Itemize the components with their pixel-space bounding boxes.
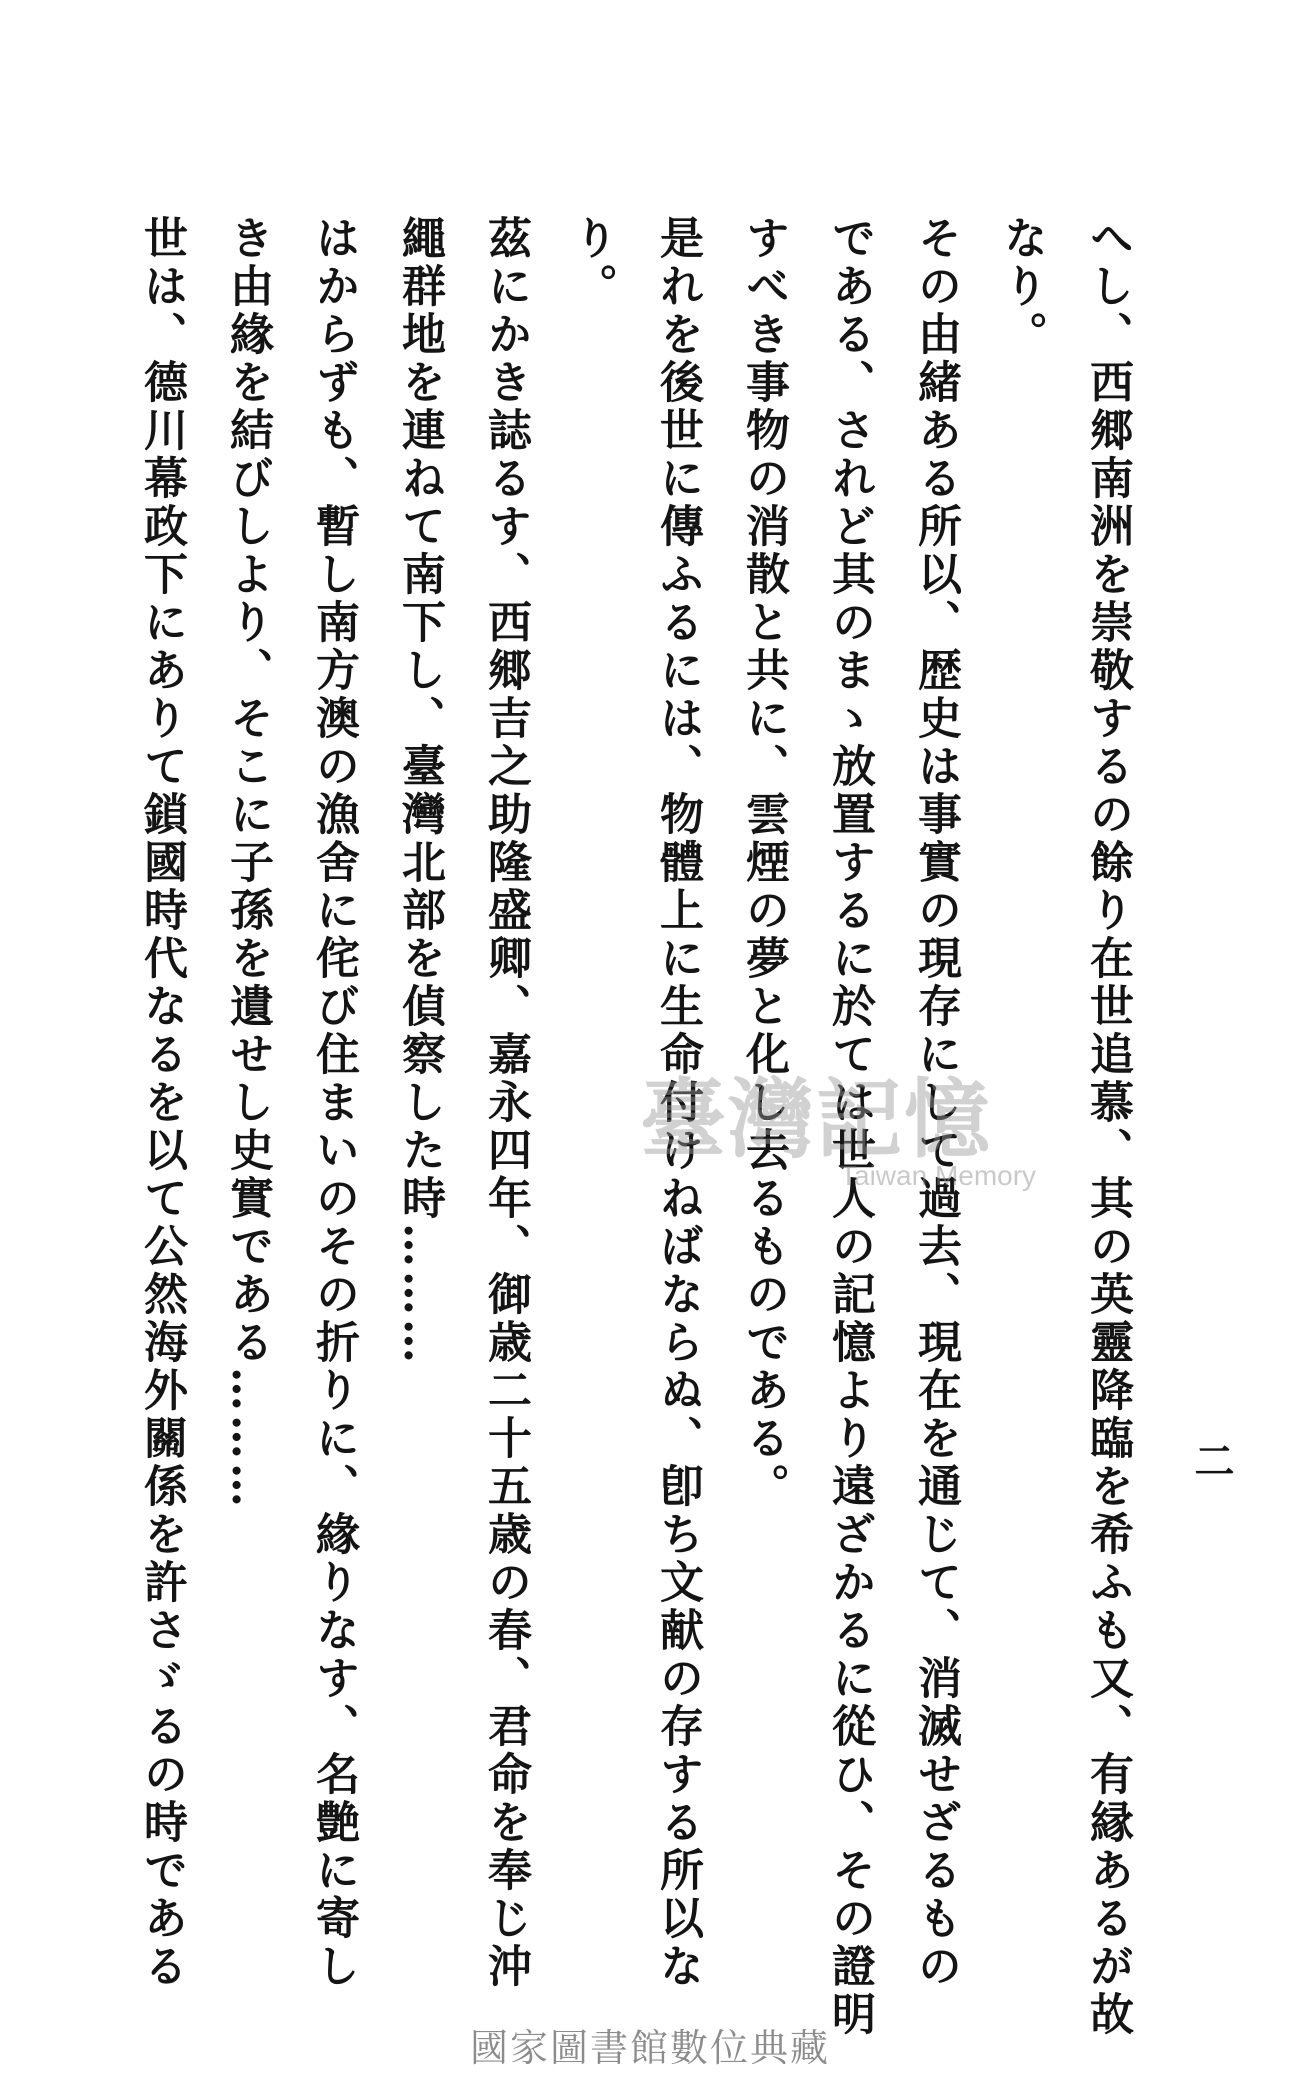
text-line: 茲にかき誌るす、西郷吉之助隆盛卿、嘉永四年、御歳二十五歳の春、君命を奉じ沖: [480, 215, 531, 1991]
text-line: である、されど其のまゝ放置するに於ては世人の記憶より遠ざかるに從ひ、その證明: [824, 215, 875, 2039]
page-number: 二: [1188, 1440, 1235, 1480]
text-line: 世は、德川幕政下にありて鎖國時代なるを以て公然海外關係を許さゞるの時である: [136, 215, 187, 1991]
text-line: り。: [566, 215, 617, 311]
text-line: へし、西郷南洲を崇敬するの餘り在世追慕、其の英靈降臨を希ふも又、有縁あるが故: [1082, 215, 1133, 2039]
text-line: き由緣を結びしより、そこに子孫を遺せし史實である………: [222, 215, 273, 1511]
text-line: はからずも、暫し南方澳の漁舍に侘び住まいのその折りに、緣りなす、名艶に寄し: [308, 215, 359, 1991]
text-line: なり。: [996, 215, 1047, 359]
text-line: 是れを後世に傳ふるには、物體上に生命付けねばならぬ、卽ち文献の存する所以な: [652, 215, 703, 1991]
watermark-logo: 臺灣記憶: [640, 1070, 992, 1170]
text-line: すべき事物の消散と共に、雲煙の夢と化し去るものである。: [738, 215, 789, 1511]
footer-credit: 國家圖書館數位典藏: [469, 2026, 830, 2070]
text-line: その由緒ある所以、歴史は事實の現存にして過去、現在を通じて、消滅せざるもの: [910, 215, 961, 1991]
text-line: 繩群地を連ねて南下し、臺灣北部を偵察した時………: [394, 215, 445, 1367]
body-text: [118, 215, 1150, 2039]
watermark-subtitle: Taiwan Memory: [840, 1160, 1037, 1191]
